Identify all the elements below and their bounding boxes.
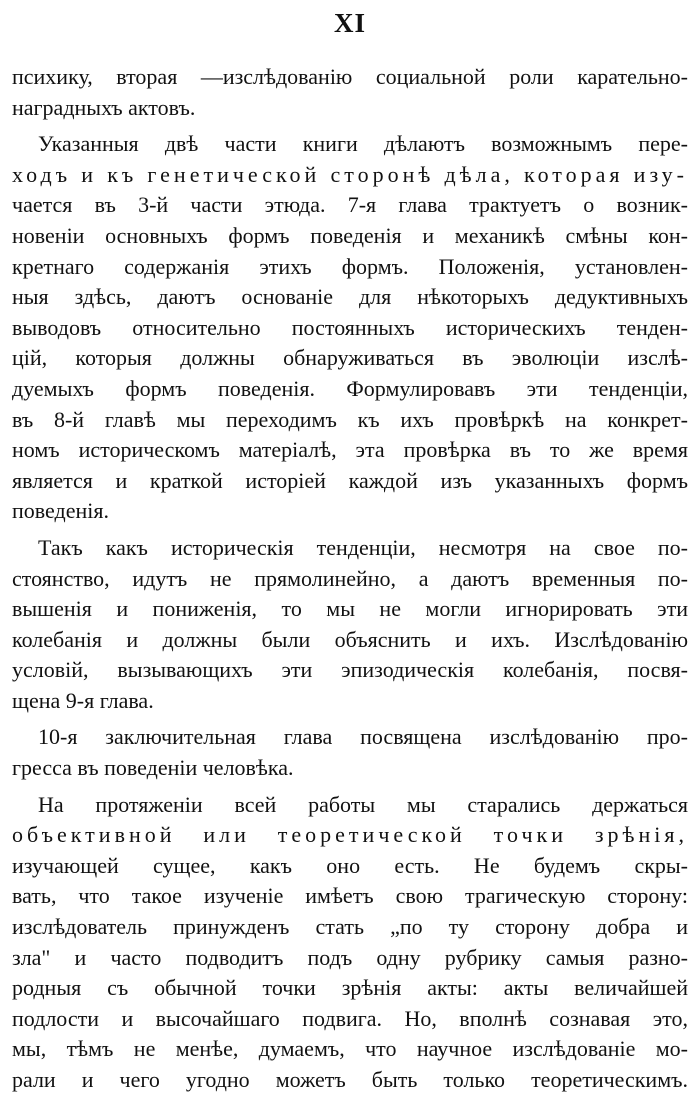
text-line: дуемыхъ формъ поведенія. Формулировавъ эти тенденціи, [12,375,688,401]
text-line: Указанныя двѣ части книги дѣлаютъ возможнымъ пере- [38,131,688,157]
text-line: Такъ какъ историческія тенденціи, несмотря на свое по- [38,534,688,560]
paragraph [12,533,688,717]
page-number: XI [333,8,366,38]
text-line: родныя съ обычной точки зрѣнія акты: акты величайшей [12,975,688,1001]
paragraph [12,62,688,123]
text-line: объективной или теоретической точки зрѣнія, [12,822,688,848]
paragraph [12,722,688,783]
text-line: ныя здѣсь, даютъ основаніе для нѣкоторыхъ дедуктивныхъ [12,284,688,310]
text-line: новеніи основныхъ формъ поведенія и механикѣ смѣны кон- [12,222,688,248]
text-line: гресса въ поведеніи человѣка. [12,755,294,781]
text-line: подлости и высочайшаго подвига. Но, вполнѣ сознавая это, [12,1005,688,1031]
body-text [12,62,688,1096]
text-line: вышенія и пониженія, то мы не могли игнорировать эти [12,596,688,622]
text-line: въ 8-й главѣ мы переходимъ къ ихъ провѣркѣ на конкрет- [12,406,688,432]
text-line: 10-я заключительная глава посвящена изслѣдованію про- [38,724,688,750]
text-line: рали и чего угодно можетъ быть только теоретическимъ. [12,1067,688,1092]
text-line: стоянство, идутъ не прямолинейно, а даютъ временныя по- [12,565,688,591]
text-line: цій, которыя должны обнаруживаться въ эволюціи изслѣ- [12,345,688,371]
text-line: мы, тѣмъ не менѣе, думаемъ, что научное изслѣдованіе мо- [12,1036,688,1062]
text-line: чается въ 3-й части этюда. 7-я глава трактуетъ о возник- [12,192,688,218]
text-line: поведенія. [12,498,109,524]
text-line: номъ историческомъ матеріалѣ, эта провѣрка въ то же время [12,437,688,463]
text-line: выводовъ относительно постоянныхъ историческихъ тенден- [12,314,688,340]
text-line: кретнаго содержанія этихъ формъ. Положенія, установлен- [12,253,688,279]
text-line: наградныхъ актовъ. [12,94,196,120]
paragraph [12,129,688,527]
text-line: психику, вторая —изслѣдованію социальной роли карательно- [12,64,688,89]
text-line: изслѣдователь принужденъ стать „по ту сторону добра и [12,914,688,940]
text-line: ходъ и къ генетической сторонѣ дѣла, которая изу- [12,161,688,187]
text-line: На протяженіи всей работы мы старались держаться [38,791,688,817]
text-line: изучающей сущее, какъ оно есть. Не будемъ скры- [12,852,688,878]
text-line: является и краткой исторіей каждой изъ указанныхъ формъ [12,467,688,493]
text-line: вать, что такое изученіе имѣетъ свою трагическую сторону: [12,883,688,909]
text-line: зла" и часто подводитъ подъ одну рубрику самыя разно- [12,944,688,970]
text-line: колебанія и должны были объяснить и ихъ. Изслѣдованію [12,626,688,652]
paragraph [12,790,688,1096]
text-line: условій, вызывающихъ эти эпизодическія колебанія, посвя- [12,657,688,683]
text-line: щена 9-я глава. [12,687,154,713]
